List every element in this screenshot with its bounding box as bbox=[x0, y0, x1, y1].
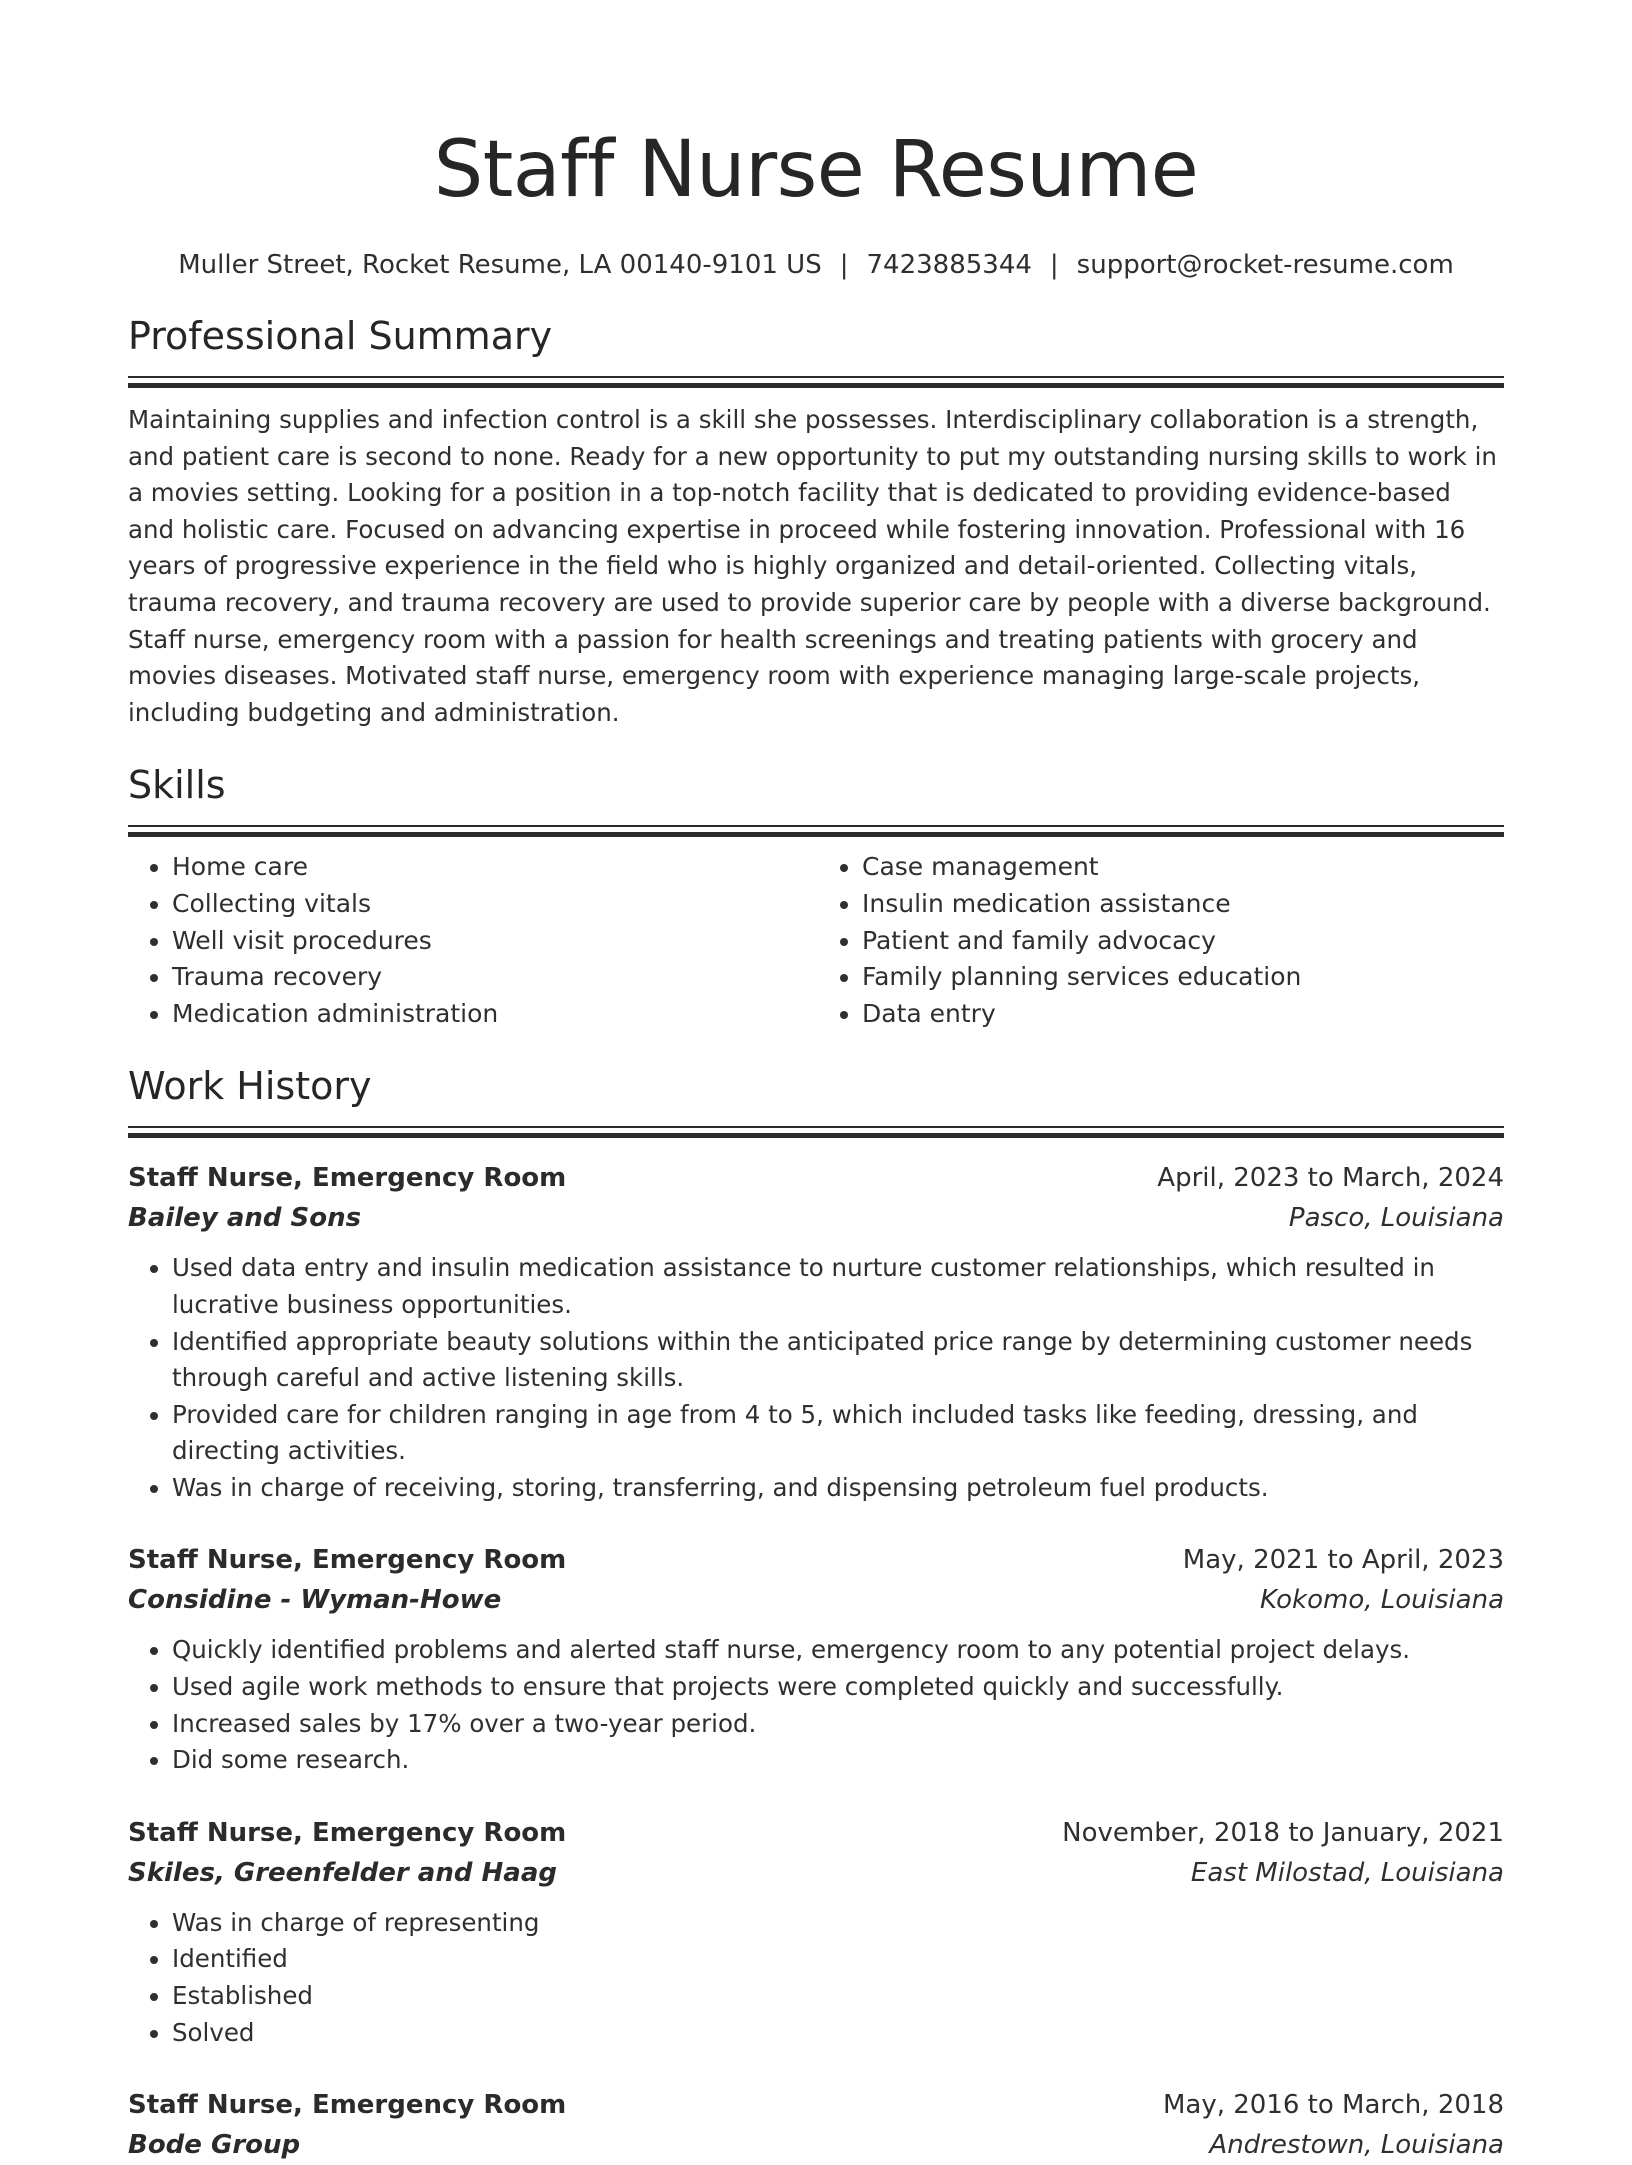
skills-section bbox=[128, 761, 1504, 1032]
job-bullet: • Did some research. bbox=[172, 1742, 1504, 1779]
job-location: Andrestown, Louisiana bbox=[1209, 2130, 1504, 2161]
section-heading-skills: Skills bbox=[128, 763, 226, 808]
section-divider bbox=[128, 1126, 1504, 1138]
job-bullet: • Established bbox=[172, 1978, 1504, 2015]
skill-item: • Case management bbox=[862, 849, 1504, 886]
skill-item: • Home care bbox=[172, 849, 814, 886]
skill-item: • Well visit procedures bbox=[172, 923, 814, 960]
job-bullets bbox=[128, 1632, 1504, 1778]
job-location: East Milostad, Louisiana bbox=[1190, 1857, 1504, 1888]
skill-item: • Data entry bbox=[862, 996, 1504, 1033]
job-location: Pasco, Louisiana bbox=[1288, 1203, 1504, 1234]
skills-columns bbox=[128, 849, 1504, 1032]
skill-item: • Patient and family advocacy bbox=[862, 923, 1504, 960]
skill-item: • Medication administration bbox=[172, 996, 814, 1033]
skill-item: • Family planning services education bbox=[862, 959, 1504, 996]
contact-address: Muller Street, Rocket Resume, LA 00140-9101 US bbox=[178, 250, 822, 280]
contact-email: support@rocket-resume.com bbox=[1076, 250, 1454, 280]
job-bullet: • Increased sales by 17% over a two-year period. bbox=[172, 1706, 1504, 1743]
job-bullet: • Used agile work methods to ensure that projects were completed quickly and successfully. bbox=[172, 1669, 1504, 1706]
job-entry bbox=[128, 1540, 1504, 1778]
job-company: Bailey and Sons bbox=[128, 1203, 362, 1234]
job-bullet: • Solved bbox=[172, 2015, 1504, 2052]
contact-line bbox=[128, 248, 1504, 282]
skill-item: • Collecting vitals bbox=[172, 886, 814, 923]
section-divider bbox=[128, 376, 1504, 388]
work-history-section bbox=[128, 1062, 1504, 2165]
job-company: Skiles, Greenfelder and Haag bbox=[128, 1857, 557, 1888]
job-bullet: • Quickly identified problems and alerted staff nurse, emergency room to any potential project delays. bbox=[172, 1632, 1504, 1669]
job-dates: April, 2023 to March, 2024 bbox=[1157, 1163, 1504, 1194]
summary-text: Maintaining supplies and infection control is a skill she possesses. Interdisciplinary collaboration is a strength, and patient care is second to none. Ready for a new opportunity to put my outstanding nursing skills to work in a movies setting. Looking for a position in a top-notch facility that is dedicated to providing evidence-based and holistic care. Focused on advancing expertise in proceed while fostering innovation. Professional with 16 years of progressive experience in the field who is highly organized and detail-oriented. Collecting vitals, trauma recovery, and trauma recovery are used to provide superior care by people with a diverse background. Staff nurse, emergency room with a passion for health screenings and treating patients with grocery and movies diseases. Motivated staff nurse, emergency room with experience managing large-scale projects, including budgeting and administration. bbox=[128, 405, 1497, 727]
job-title: Staff Nurse, Emergency Room bbox=[128, 2090, 567, 2121]
job-bullet: • Identified bbox=[172, 1941, 1504, 1978]
skill-item: • Insulin medication assistance bbox=[862, 886, 1504, 923]
skills-list-right bbox=[814, 849, 1504, 1032]
section-heading-work-history: Work History bbox=[128, 1064, 372, 1109]
job-bullet: • Provided care for children ranging in age from 4 to 5, which included tasks like feeding, dressing, and directing activities. bbox=[172, 1397, 1504, 1470]
job-title: Staff Nurse, Emergency Room bbox=[128, 1817, 567, 1848]
skills-list-left bbox=[128, 849, 814, 1032]
section-heading-summary: Professional Summary bbox=[128, 314, 553, 358]
job-bullets bbox=[128, 1250, 1504, 1506]
job-bullet: • Was in charge of representing bbox=[172, 1905, 1504, 1942]
job-location: Kokomo, Louisiana bbox=[1260, 1585, 1504, 1616]
job-dates: May, 2016 to March, 2018 bbox=[1162, 2090, 1504, 2121]
job-entry bbox=[128, 1158, 1504, 1506]
job-company: Bode Group bbox=[128, 2130, 301, 2161]
job-bullet: • Identified appropriate beauty solutions within the anticipated price range by determining customer needs through careful and active listening skills. bbox=[172, 1324, 1504, 1397]
job-dates: May, 2021 to April, 2023 bbox=[1182, 1545, 1504, 1576]
job-dates: November, 2018 to January, 2021 bbox=[1062, 1817, 1504, 1848]
section-divider bbox=[128, 825, 1504, 837]
job-entry bbox=[128, 1813, 1504, 2051]
job-bullet: • Was in charge of receiving, storing, transferring, and dispensing petroleum fuel products. bbox=[172, 1470, 1504, 1507]
contact-separator: | bbox=[1049, 250, 1059, 280]
skill-item: • Trauma recovery bbox=[172, 959, 814, 996]
contact-separator: | bbox=[839, 250, 849, 280]
job-company: Considine - Wyman-Howe bbox=[128, 1585, 502, 1616]
job-bullets bbox=[128, 1905, 1504, 2051]
job-title: Staff Nurse, Emergency Room bbox=[128, 1163, 567, 1194]
professional-summary-section bbox=[128, 312, 1504, 731]
job-entry bbox=[128, 2085, 1504, 2165]
resume-title: Staff Nurse Resume bbox=[433, 125, 1199, 215]
job-title: Staff Nurse, Emergency Room bbox=[128, 1545, 567, 1576]
contact-phone: 7423885344 bbox=[866, 250, 1032, 280]
job-bullet: • Used data entry and insulin medication assistance to nurture customer relationships, which resulted in lucrative business opportunities. bbox=[172, 1250, 1504, 1323]
